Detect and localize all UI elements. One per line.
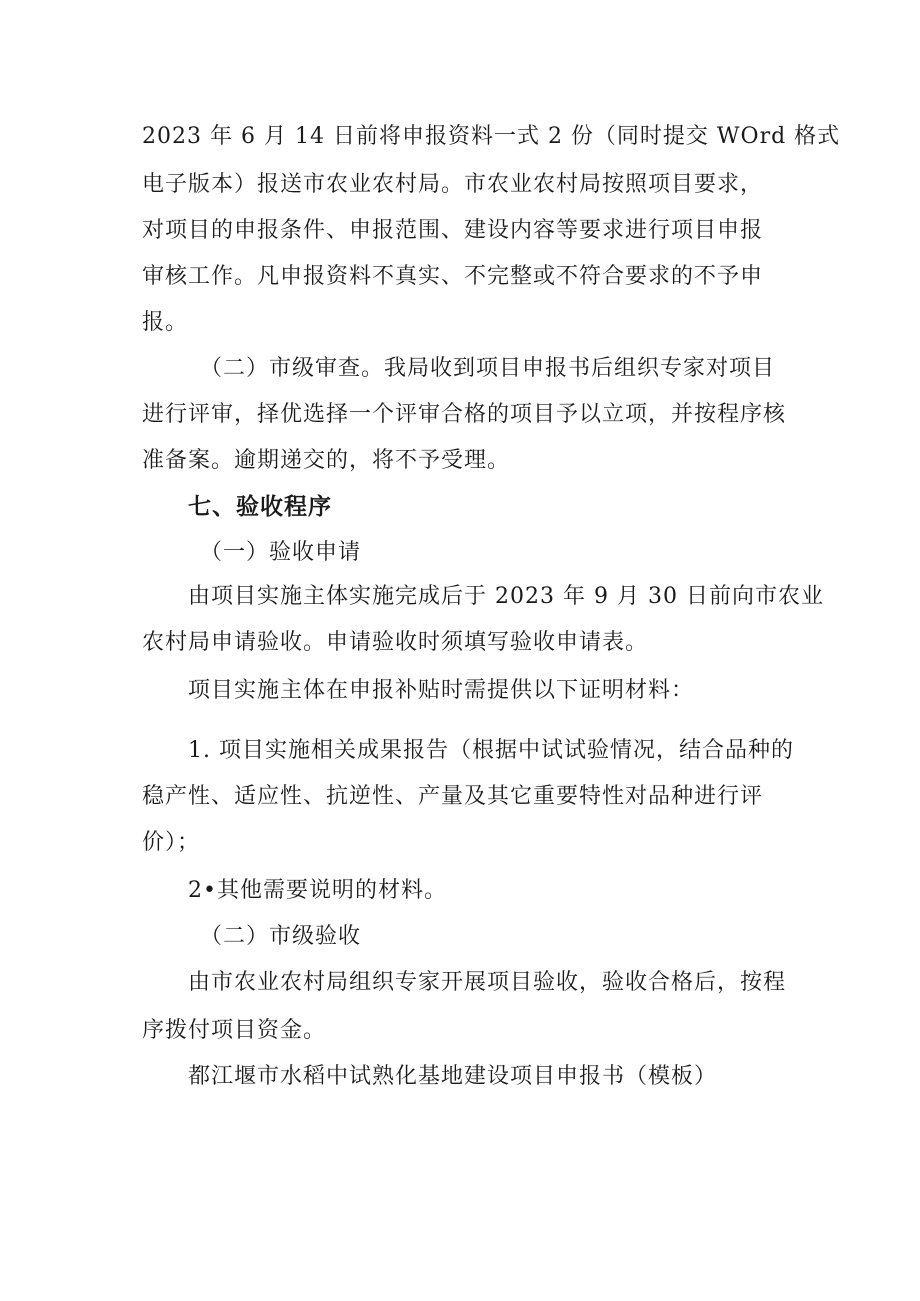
- paragraph-line-4: 审核工作。凡申报资料不真实、不完整或不符合要求的不予申: [142, 264, 764, 289]
- paragraph-line-1: 2023 年 6 月 14 日前将申报资料一式 2 份（同时提交 WOrd 格式: [142, 124, 841, 149]
- list-item-2: 2•其他需要说明的材料。: [188, 878, 447, 903]
- list-item-1-line-2: 稳产性、适应性、抗逆性、产量及其它重要特性对品种进行评: [142, 784, 764, 809]
- paragraph-line-5: 报。: [142, 310, 189, 335]
- paragraph-line-7: 进行评审，择优选择一个评审合格的项目予以立项，并按程序核: [142, 402, 787, 427]
- template-title: 都江堰市水稻中试熟化基地建设项目申报书（模板）: [188, 1064, 718, 1089]
- paragraph-line-3: 对项目的申报条件、申报范围、建设内容等要求进行项目申报: [142, 218, 764, 243]
- list-item-1-line-3: 价）；: [142, 830, 201, 855]
- paragraph-line-8: 准备案。逾期递交的，将不予受理。: [142, 448, 511, 473]
- paragraph-line-11: 由项目实施主体实施完成后于 2023 年 9 月 30 日前向市农业: [188, 584, 824, 609]
- subheading-city-acceptance: （二）市级验收: [200, 924, 362, 949]
- subheading-acceptance-application: （一）验收申请: [200, 540, 362, 565]
- paragraph-line-13: 项目实施主体在申报补贴时需提供以下证明材料：: [188, 678, 695, 703]
- paragraph-line-20: 序拨付项目资金。: [142, 1018, 327, 1043]
- paragraph-line-2: 电子版本）报送市农业农村局。市农业农村局按照项目要求，: [142, 172, 764, 197]
- list-item-1: 1. 项目实施相关成果报告（根据中试试验情况，结合品种的: [188, 738, 794, 763]
- paragraph-line-19: 由市农业农村局组织专家开展项目验收，验收合格后，按程: [188, 970, 787, 995]
- section-heading-acceptance: 七、验收程序: [188, 494, 332, 520]
- paragraph-line-12: 农村局申请验收。申请验收时须填写验收申请表。: [142, 630, 649, 655]
- section-city-review: （二）市级审查。我局收到项目申报书后组织专家对项目: [200, 356, 776, 381]
